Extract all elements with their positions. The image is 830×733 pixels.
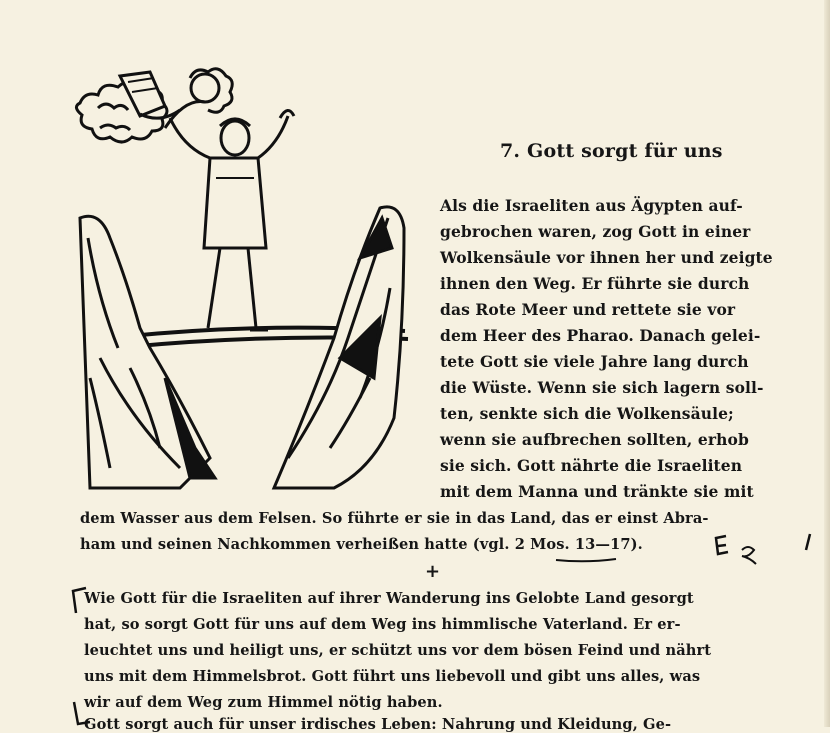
text-line: ten, senkte sich die Wolkensäule; bbox=[440, 404, 734, 423]
text-line: wir auf dem Weg zum Himmel nötig haben. bbox=[84, 694, 443, 711]
text-line: hat, so sorgt Gott für uns auf dem Weg ins himmlische Vaterland. Er er- bbox=[84, 616, 681, 633]
hand-underline bbox=[555, 557, 617, 563]
text-line: Gott sorgt auch für unser irdisches Leben: Nahrung und Kleidung, Ge- bbox=[84, 716, 672, 733]
text-line: dem Heer des Pharao. Danach gelei- bbox=[440, 326, 761, 345]
woodcut-illustration bbox=[70, 58, 420, 498]
text-line: ham und seinen Nachkommen verheißen hatte (vgl. 2 Mos. 13—17). bbox=[80, 536, 643, 553]
text-line: Als die Israeliten aus Ägypten auf- bbox=[440, 196, 743, 215]
right-rock-drawing bbox=[274, 207, 404, 488]
section-divider: + bbox=[425, 561, 441, 582]
text-line: mit dem Manna und tränkte sie mit bbox=[440, 482, 754, 501]
chapter-title: 7. Gott sorgt für uns bbox=[500, 140, 723, 162]
left-rock-drawing bbox=[80, 216, 215, 488]
margin-bracket-mark bbox=[70, 700, 92, 727]
text-line: tete Gott sie viele Jahre lang durch bbox=[440, 352, 749, 371]
text-line: gebrochen waren, zog Gott in einer bbox=[440, 222, 751, 241]
text-line: die Wüste. Wenn sie sich lagern soll- bbox=[440, 378, 764, 397]
text-line: leuchtet uns und heiligt uns, er schützt uns vor dem bösen Feind und nährt bbox=[84, 642, 712, 659]
text-line: das Rote Meer und rettete sie vor bbox=[440, 300, 736, 319]
text-line: ihnen den Weg. Er führte sie durch bbox=[440, 274, 750, 293]
text-line: dem Wasser aus dem Felsen. So führte er sie in das Land, das er einst Abra- bbox=[80, 510, 709, 527]
text-line: sie sich. Gott nährte die Israeliten bbox=[440, 456, 743, 475]
margin-scribble-mark bbox=[712, 530, 827, 570]
margin-bracket-mark bbox=[68, 585, 90, 615]
standing-figure bbox=[170, 110, 294, 330]
page-edge bbox=[824, 0, 830, 727]
text-line: Wolkensäule vor ihnen her und zeigte bbox=[440, 248, 773, 267]
text-line: uns mit dem Himmelsbrot. Gott führt uns liebevoll und gibt uns alles, was bbox=[84, 668, 701, 685]
text-line: wenn sie aufbrechen sollten, erhob bbox=[440, 430, 749, 449]
text-line: Wie Gott für die Israeliten auf ihrer Wanderung ins Gelobte Land gesorgt bbox=[84, 590, 694, 607]
